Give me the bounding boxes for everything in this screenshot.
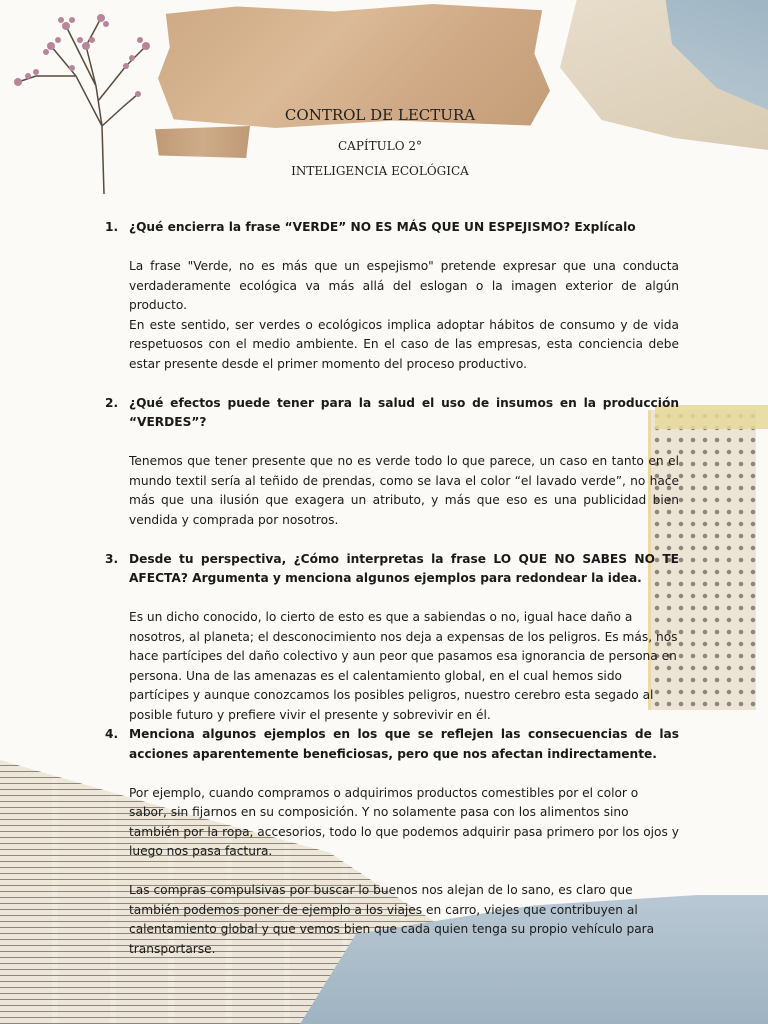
answer-2-paragraph: Tenemos que tener presente que no es verde todo lo que parece, un caso en tanto en el mundo textil sería al teñido de prendas, como se lava el color “el lavado verde”, no hace más que una ilusión que exagera un atributo, y más que eso es una publicidad bien vendida y comprada por nosotros. <box>129 454 679 527</box>
answer-4-paragraph: Por ejemplo, cuando compramos o adquirimos productos comestibles por el color o sabor, sin fijarnos en su composición. Y no solamente pasa con los alimentos sino también por la ropa, accesorios, todo lo que podemos adquirir pasa primero por los ojos y luego nos pasa factura. <box>129 785 679 858</box>
question-text: ¿Qué encierra la frase “VERDE” NO ES MÁS QUE UN ESPEJISMO? Explícalo <box>129 220 636 234</box>
question-3 <box>105 550 679 589</box>
question-2 <box>105 394 679 433</box>
answer-3-paragraph: Es un dicho conocido, lo cierto de esto es que a sabiendas o no, igual hace daño a nosotros, al planeta; el desconocimiento nos deja a expensas de los peligros. Es más, nos hace partícipes del daño colectivo y aun peor que pasamos esa ignorancia de persona en persona. Una de las amenazas es el calentamiento global, en el cual hemos sido partícipes y aunque conozcamos los posibles peligros, nuestro cerebro esta segado al posible futuro y prefiere vivir el presente y sobrevivir en él. <box>129 610 678 722</box>
question-number: 3. <box>105 551 119 566</box>
chapter-label: CAPÍTULO 2° <box>337 139 423 153</box>
question-number: 4. <box>105 727 119 741</box>
questionnaire <box>105 218 679 959</box>
answer-1-paragraph: La frase "Verde, no es más que un espejismo" pretende expresar que una conducta verdaderamente ecológica va más allá del eslogan o la imagen exterior de algún producto. <box>129 259 679 312</box>
subject-label: INTELIGENCIA ECOLÓGICA <box>291 164 469 178</box>
question-number: 1. <box>105 220 119 234</box>
question-4 <box>105 725 679 764</box>
question-text: ¿Qué efectos puede tener para la salud el uso de insumos en la producción “VERDES”? <box>129 395 679 429</box>
question-text: Desde tu perspectiva, ¿Cómo interpretas la frase LO QUE NO SABES NO TE AFECTA? Argumenta y menciona algunos ejemplos para redondear la idea. <box>129 551 679 585</box>
answer-1-paragraph: En este sentido, ser verdes o ecológicos implica adoptar hábitos de consumo y de vida respetuosos con el medio ambiente. En el caso de las empresas, esta conciencia debe estar presente desde el primer momento del proceso productivo. <box>129 317 679 371</box>
question-text: Menciona algunos ejemplos en los que se reflejen las consecuencias de las acciones aparentemente beneficiosas, pero que nos afectan indirectamente. <box>129 727 679 761</box>
question-number: 2. <box>105 395 119 410</box>
answer-4-paragraph: Las compras compulsivas por buscar lo buenos nos alejan de lo sano, es claro que también podemos poner de ejemplo a los viajes en carro, viejes que contribuyen al calentamiento global y que vemos bien que cada quien tenga su propio vehículo para transportarse. <box>129 883 655 956</box>
document-title: CONTROL DE LECTURA <box>284 106 476 124</box>
question-1 <box>105 218 679 238</box>
